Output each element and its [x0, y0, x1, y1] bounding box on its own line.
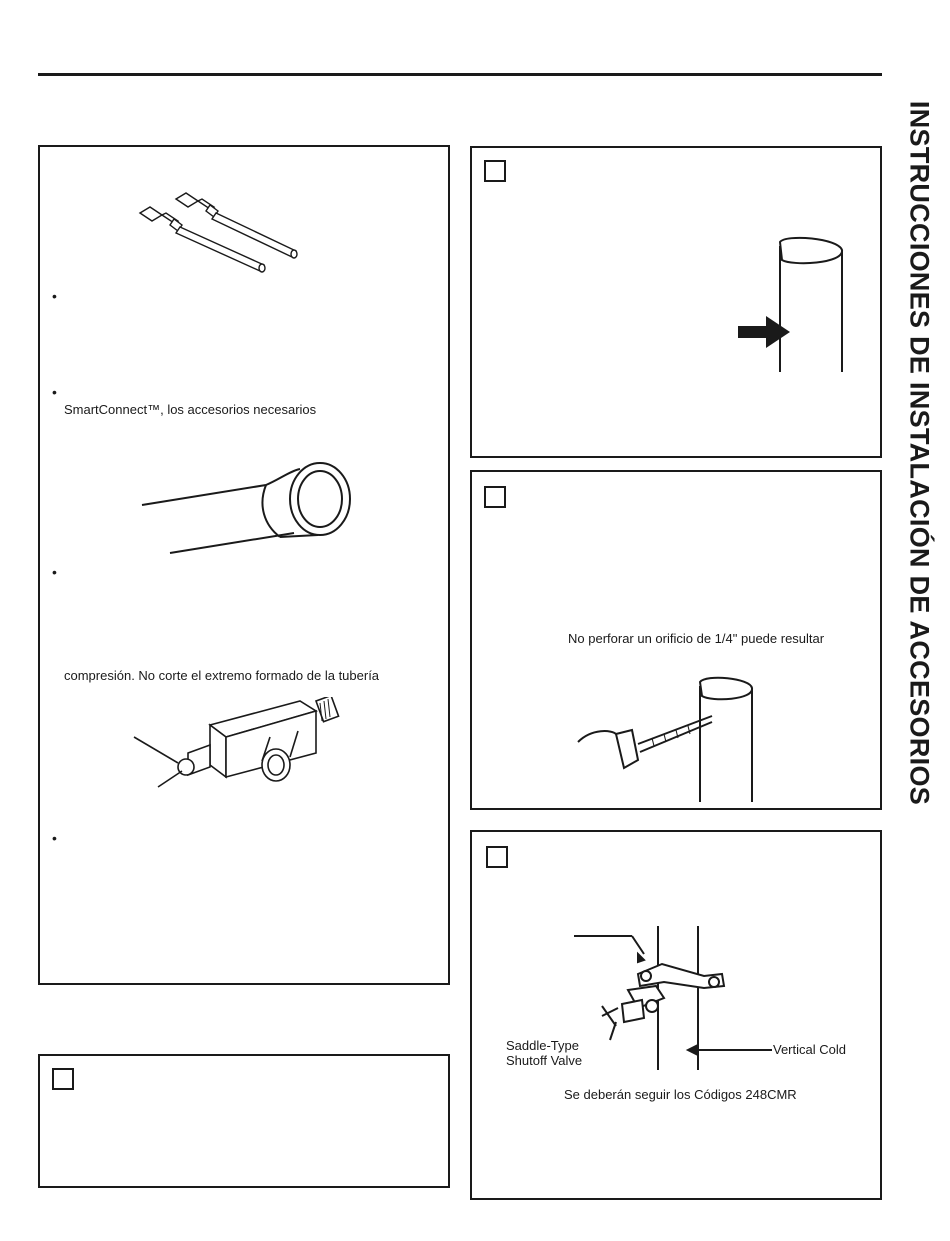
valve-label-line2: Shutoff Valve — [506, 1053, 583, 1068]
bullet-2: • — [52, 384, 57, 400]
step-checkbox[interactable] — [486, 846, 508, 868]
saddle-valve-panel — [470, 830, 882, 1200]
sidebar-title-area — [888, 38, 950, 868]
step-checkbox[interactable] — [52, 1068, 74, 1090]
formed-tube-end-icon — [140, 457, 360, 557]
bullet-3: • — [52, 564, 57, 580]
sidebar-title: INSTRUCCIONES DE INSTALACIÓN DE ACCESORIOS — [904, 100, 935, 806]
header-rule — [38, 73, 882, 76]
compression-text: compresión. No corte el extremo formado de la tubería — [64, 668, 380, 683]
parts-panel — [38, 145, 450, 985]
step-checkbox[interactable] — [484, 486, 506, 508]
drill-warning-text: No perforar un orificio de 1/4" puede resultar — [568, 631, 825, 646]
smartconnect-text: SmartConnect™, los accesorios necesarios — [64, 402, 317, 417]
locate-pipe-panel — [470, 146, 882, 458]
codes-note: Se deberán seguir los Códigos 248CMR — [564, 1087, 797, 1102]
bullet-4: • — [52, 830, 57, 846]
compression-tee-icon — [130, 697, 350, 807]
step-checkbox[interactable] — [484, 160, 506, 182]
bullet-1: • — [52, 288, 57, 304]
drill-panel — [470, 470, 882, 810]
pipe-label: Vertical Cold — [773, 1042, 846, 1057]
pipe-arrow-icon — [734, 232, 854, 377]
step-panel-small — [38, 1054, 450, 1188]
saddle-valve-icon — [572, 924, 772, 1074]
valve-label-line1: Saddle-Type — [506, 1038, 579, 1053]
water-tubes-icon — [136, 187, 306, 277]
drill-pipe-icon — [572, 672, 772, 802]
